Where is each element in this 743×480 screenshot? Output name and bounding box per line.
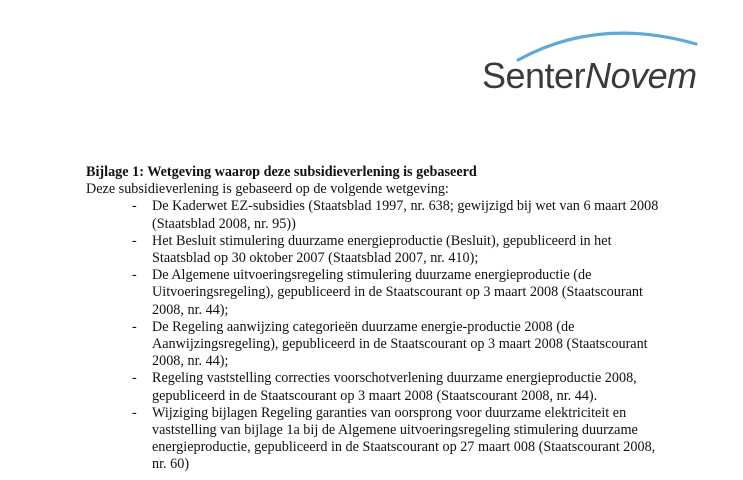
- list-item-text: Wijziging bijlagen Regeling garanties van oorsprong voor duurzame elektriciteit en vaststelling van bijlage 1a bij de Algemene uitvoeringsregeling stimulering duurzame energieproductie, gepubliceerd in de Staatscourant op 27 maart 008 (Staatscourant 2008, nr. 60): [152, 404, 656, 473]
- legislation-list: [86, 198, 686, 473]
- list-item-text: Regeling vaststelling correcties voorschotverlening duurzame energieproductie 2008, gepubliceerd in de Staatscourant op 3 maart 2008 (Staatscourant 2008, nr. 44).: [152, 370, 637, 404]
- list-bullet: -: [132, 267, 137, 284]
- list-item-text: Het Besluit stimulering duurzame energieproductie (Besluit), gepubliceerd in het Staatsblad op 30 oktober 2007 (Staatsblad 2007, nr. 410);: [152, 232, 612, 267]
- list-item-text: De Algemene uitvoeringsregeling stimulering duurzame energieproductie (de Uitvoeringsregeling), gepubliceerd in de Staatscourant op 3 maart 2008 (Staatscourant 2008, nr. 44);: [152, 267, 643, 318]
- logo-text-senter: Senter: [482, 55, 586, 96]
- list-item: [132, 319, 672, 371]
- logo-wordmark: [482, 55, 697, 96]
- list-bullet: -: [132, 318, 137, 335]
- intro-text: Deze subsidieverlening is gebaseerd op de volgende wetgeving:: [86, 181, 449, 198]
- list-item: [132, 267, 672, 319]
- list-item-text: De Regeling aanwijzing categorieën duurzame energie-productie 2008 (de Aanwijzingsregeling), gepubliceerd in de Staatscourant op 3 maart 2008 (Staatscourant 2008, nr. 44);: [152, 318, 648, 370]
- list-item: [132, 405, 672, 474]
- list-item: [132, 370, 672, 404]
- list-bullet: -: [132, 232, 137, 249]
- senternovem-logo: [478, 22, 702, 96]
- appendix-heading: Bijlage 1: Wetgeving waarop deze subsidieverlening is gebaseerd: [86, 164, 477, 180]
- list-item-text: De Kaderwet EZ-subsidies (Staatsblad 1997, nr. 638; gewijzigd bij wet van 6 maart 2008 (Staatsblad 2008, nr. 95)): [152, 198, 659, 232]
- logo-text-novem: Novem: [585, 55, 697, 96]
- list-bullet: -: [132, 370, 137, 387]
- document-body: [86, 164, 686, 474]
- list-item: [132, 233, 672, 267]
- list-item: [132, 198, 672, 232]
- list-bullet: -: [132, 198, 137, 215]
- list-bullet: -: [132, 404, 137, 421]
